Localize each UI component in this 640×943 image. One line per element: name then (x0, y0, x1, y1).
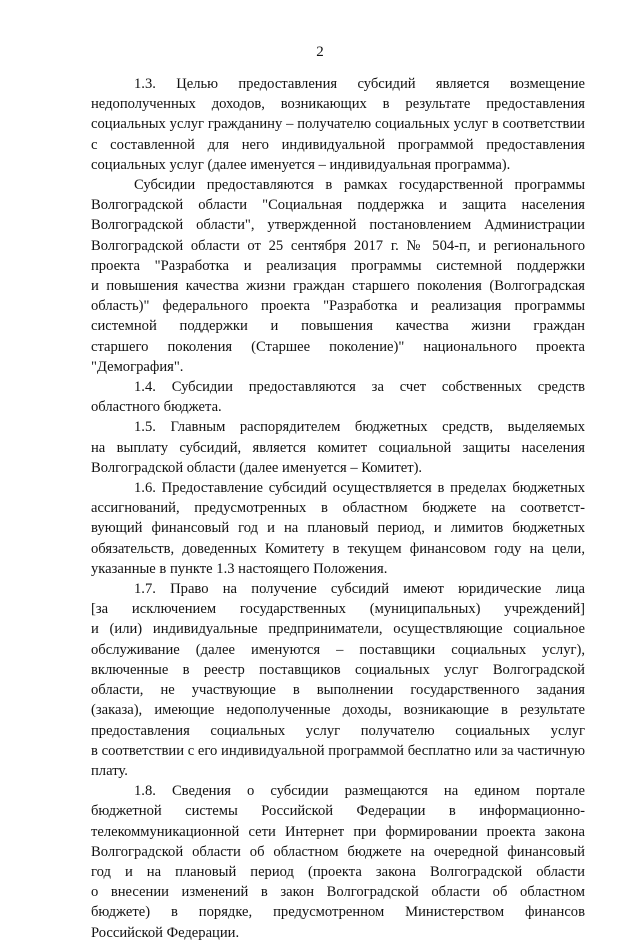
paragraph-1-7 (91, 579, 585, 781)
text-line: социальных услуг гражданину – получателю социальных услуг в соответствии (91, 116, 585, 133)
text-line: Волгоградской области от 25 сентября 2017 г. № 504-п, и регионального (91, 237, 585, 254)
text-line: и (или) индивидуальные предприниматели, осуществляющие социальное (91, 621, 585, 638)
text-line: указанные в пункте 1.3 настоящего Положения. (91, 560, 388, 577)
text-line: Волгоградской области", утвержденной постановлением Администрации (91, 217, 585, 234)
paragraph-1-3 (91, 74, 585, 175)
document-body (91, 74, 585, 943)
text-line: области, не участвующие в выполнении государственного задания (91, 682, 585, 699)
paragraph-subsidies (91, 175, 585, 377)
text-line: плату. (91, 762, 128, 779)
text-line: обслуживание (далее именуются – поставщики социальных услуг), (91, 641, 585, 658)
text-line: [за исключением государственных (муниципальных) учреждений] (91, 601, 585, 618)
text-line: в соответствии с его индивидуальной программой бесплатно или за частичную (91, 742, 585, 759)
text-line: область)" федерального проекта "Разработка и реализация программы (91, 298, 585, 315)
text-line: и повышения качества жизни граждан старшего поколения (Волгоградская (91, 278, 585, 295)
text-line: системной поддержки и повышения качества жизни граждан (91, 318, 585, 335)
text-line: включенные в реестр поставщиков социальных услуг Волгоградской (91, 661, 585, 678)
text-line: с составленной для него индивидуальной программой предоставления (91, 136, 585, 153)
text-line: год и на плановый период (проекта закона Волгоградской области (91, 863, 585, 880)
text-line: 1.4. Субсидии предоставляются за счет собственных средств (134, 379, 585, 396)
text-line: 1.6. Предоставление субсидий осуществляется в пределах бюджетных (134, 480, 585, 497)
text-line: о внесении изменений в закон Волгоградской области об областном (91, 884, 585, 901)
text-line: Российской Федерации. (91, 924, 240, 941)
text-line: 1.8. Сведения о субсидии размещаются на едином портале (134, 783, 585, 800)
text-line: старшего поколения (Старшее поколение)" национального проекта (91, 338, 585, 355)
text-line: "Демография". (91, 358, 184, 375)
text-line: 1.7. Право на получение субсидий имеют юридические лица (134, 581, 585, 598)
text-line: Волгоградской области (далее именуется – Комитет). (91, 459, 423, 476)
text-line: 1.5. Главным распорядителем бюджетных средств, выделяемых (134, 419, 585, 436)
text-line: обязательств, доведенных Комитету в текущем финансовом году на цели, (91, 540, 585, 557)
text-line: (заказа), имеющие недополученные доходы, возникающие в результате (91, 702, 585, 719)
paragraph-1-8 (91, 781, 585, 943)
text-line: проекта "Разработка и реализация программы системной поддержки (91, 257, 585, 274)
text-line: Волгоградской области об областном бюджете на очередной финансовый (91, 843, 585, 860)
text-line: бюджете) в порядке, предусмотренном Министерством финансов (91, 904, 585, 921)
text-line: 1.3. Целью предоставления субсидий является возмещение (134, 76, 585, 92)
text-line: областного бюджета. (91, 399, 222, 416)
text-line: Волгоградской области "Социальная поддержка и защита населения (91, 197, 585, 214)
text-line: недополученных доходов, возникающих в результате предоставления (91, 96, 585, 113)
text-line: социальных услуг (далее именуется – индивидуальная программа). (91, 156, 511, 173)
paragraph-1-5 (91, 417, 585, 478)
text-line: телекоммуникационной сети Интернет при формировании проекта закона (91, 823, 585, 840)
text-line: предоставления социальных услуг получателю социальных услуг (91, 722, 585, 739)
text-line: ассигнований, предусмотренных в областном бюджете на соответст- (91, 500, 585, 517)
text-line: вующий финансовый год и на плановый период, и лимитов бюджетных (91, 520, 585, 537)
text-line: бюджетной системы Российской Федерации в информационно- (91, 803, 585, 820)
text-line: Субсидии предоставляются в рамках государственной программы (134, 177, 585, 194)
text-line: на выплату субсидий, является комитет социальной защиты населения (91, 439, 585, 456)
page-number: 2 (316, 44, 324, 60)
paragraph-1-6 (91, 478, 585, 579)
paragraph-1-4 (91, 377, 585, 417)
